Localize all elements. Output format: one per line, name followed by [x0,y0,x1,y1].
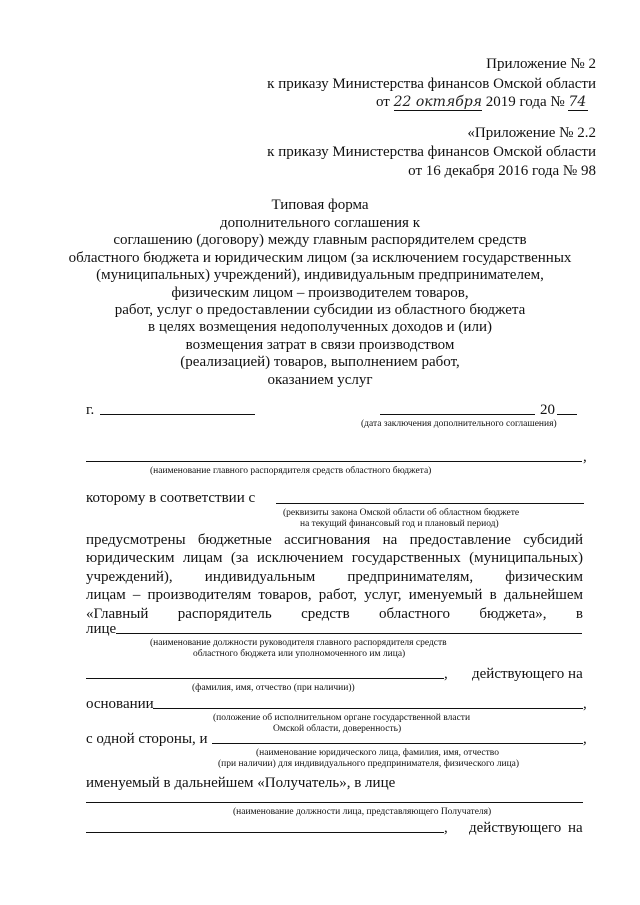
receiver-position-blank-line[interactable] [86,802,583,803]
regulation-blank-line[interactable] [153,708,583,709]
receiver-position-caption: (наименование должности лица, представляющего Получателя) [233,807,492,817]
title-line: областного бюджета и юридическим лицом (за исключением государственных [68,250,572,266]
quote-appendix-date: от 16 декабря 2016 года № 98 [408,163,596,179]
title-line: (реализацией) товаров, выполнением работ, [180,354,460,370]
city-blank-line[interactable] [100,414,255,415]
law-caption-2: на текущий финансовый год и плановый период) [300,519,499,529]
whom-text: которому в соответствии с [86,490,256,506]
position-caption-2: областного бюджета или уполномоченного им лица) [193,649,406,659]
title-line: оказанием услуг [267,372,373,388]
city-prefix: г. [86,402,95,418]
title-line: дополнительного соглашения к [220,215,420,231]
comma: , [444,820,448,836]
quote-appendix-to: к приказу Министерства финансов Омской области [267,144,596,160]
in-person-text: лице [86,621,117,637]
date-suffix: 2019 года № [485,94,565,110]
date-blank-line[interactable] [380,414,535,415]
title-line: Типовая форма [271,197,369,213]
comma: , [444,666,448,682]
paragraph-line: юридическим лицам (за исключением государственных (муниципальных) [86,550,583,566]
legal-entity-blank-line[interactable] [212,743,583,744]
title-line: в целях возмещения недополученных доходов и (или) [148,319,492,335]
date-prefix: от [376,94,390,110]
on-word: на [568,820,583,836]
title-line: соглашению (договору) между главным распорядителем средств [113,232,527,248]
paragraph-line: лицам – производителям товаров, работ, услуг, именуемый в дальнейшем [86,587,583,603]
appendix-to-order: к приказу Министерства финансов Омской области [267,76,596,92]
title-line: физическим лицом – производителем товаров, [171,285,469,301]
title-line: возмещения затрат в связи производством [185,337,455,353]
date-caption: (дата заключения дополнительного соглашения) [361,419,557,429]
comma: , [583,696,587,712]
title-line: работ, услуг о предоставлении субсидии из областного бюджета [114,302,526,318]
comma: , [583,731,587,747]
regulation-caption-2: Омской области, доверенность) [273,724,402,734]
acting-word: действующего [469,820,562,836]
acting-on-text: действующего на [472,666,583,682]
receiver-fio-blank-line[interactable] [86,832,444,833]
paragraph-line: учреждений), индивидуальным предпринимателям, физическим [86,569,583,585]
position-caption-1: (наименование должности руководителя главного распорядителя средств [150,638,447,648]
named-receiver-text: именуемый в дальнейшем «Получатель», в лице [86,775,396,791]
comma: , [583,449,587,465]
law-blank-line[interactable] [276,503,584,504]
basis-text: основании [86,696,154,712]
appendix-date-line [376,92,588,112]
title-line: (муниципальных) учреждений), индивидуальным предпринимателем, [96,267,544,283]
legal-caption-2: (при наличии) для индивидуального предпринимателя, физического лица) [218,759,520,769]
handwritten-number: 74 [568,95,588,111]
one-side-text: с одной стороны, и [86,731,208,747]
paragraph-line: предусмотрены бюджетные ассигнования на предоставление субсидий [86,532,583,548]
main-manager-caption: (наименование главного распорядителя средств областного бюджета) [150,466,432,476]
year-blank-line[interactable] [557,414,577,415]
quote-appendix-title: «Приложение № 2.2 [467,125,596,141]
paragraph-line: «Главный распорядитель средств областного бюджета», в [86,606,583,622]
position-blank-line[interactable] [116,633,582,634]
main-manager-blank-line[interactable] [86,461,582,462]
fio-blank-line[interactable] [86,678,444,679]
appendix-title: Приложение № 2 [486,56,596,72]
regulation-caption-1: (положение об исполнительном органе государственной власти [213,713,471,723]
law-caption-1: (реквизиты закона Омской области об областном бюджете [283,508,520,518]
year-prefix: 20 [540,402,555,418]
fio-caption: (фамилия, имя, отчество (при наличии)) [192,683,355,693]
handwritten-date: 22 октября [393,94,482,110]
legal-caption-1: (наименование юридического лица, фамилия, имя, отчество [256,748,499,758]
